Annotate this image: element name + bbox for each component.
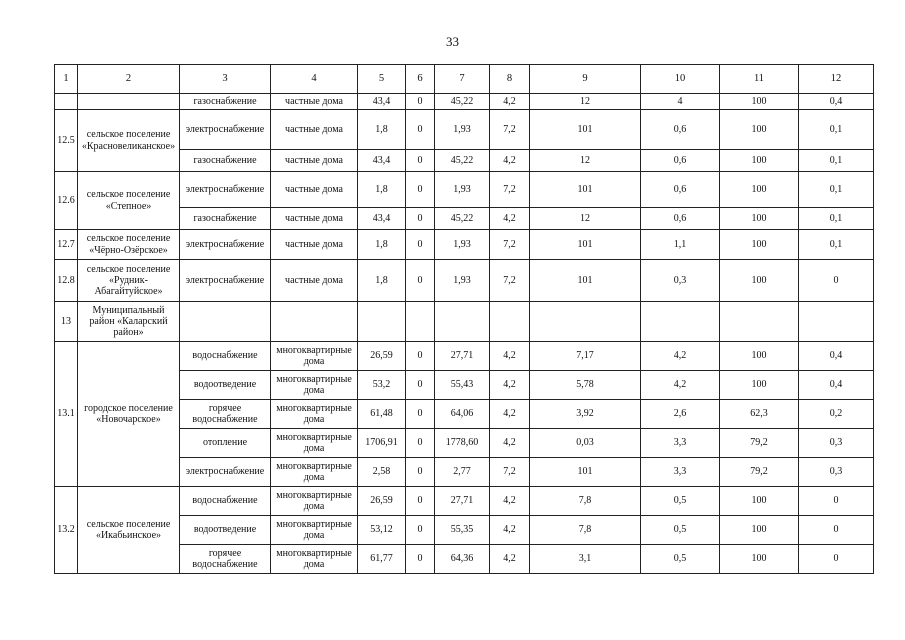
building-type-cell: частные дома — [271, 230, 358, 260]
col6-cell: 0 — [406, 516, 435, 545]
col5-cell: 1,8 — [358, 172, 406, 208]
col7-cell: 27,71 — [435, 342, 490, 371]
col8-cell: 4,2 — [490, 94, 530, 110]
col6-cell — [406, 302, 435, 342]
col8-cell: 7,2 — [490, 260, 530, 302]
data-table — [54, 64, 874, 574]
service-cell: газоснабжение — [180, 94, 271, 110]
building-type-cell: многоквартирные дома — [271, 516, 358, 545]
col8-cell: 4,2 — [490, 516, 530, 545]
col11-cell: 100 — [720, 94, 799, 110]
table-row — [55, 110, 874, 150]
col7-cell — [435, 302, 490, 342]
col5-cell: 53,12 — [358, 516, 406, 545]
col5-cell: 1,8 — [358, 260, 406, 302]
col10-cell — [641, 302, 720, 342]
col10-cell: 0,5 — [641, 545, 720, 574]
col12-cell: 0,3 — [799, 458, 874, 487]
service-cell: электроснабжение — [180, 110, 271, 150]
building-type-cell: многоквартирные дома — [271, 545, 358, 574]
building-type-cell: частные дома — [271, 208, 358, 230]
column-header: 10 — [641, 65, 720, 94]
service-cell: электроснабжение — [180, 172, 271, 208]
service-cell: горячее водоснабжение — [180, 400, 271, 429]
col8-cell: 7,2 — [490, 458, 530, 487]
building-type-cell: частные дома — [271, 94, 358, 110]
col8-cell: 4,2 — [490, 429, 530, 458]
settlement-cell: сельское поселение «Чёрно-Озёрское» — [78, 230, 180, 260]
col12-cell: 0,1 — [799, 172, 874, 208]
col6-cell: 0 — [406, 371, 435, 400]
col11-cell: 100 — [720, 110, 799, 150]
col7-cell: 64,36 — [435, 545, 490, 574]
col7-cell: 64,06 — [435, 400, 490, 429]
column-header: 7 — [435, 65, 490, 94]
column-header: 1 — [55, 65, 78, 94]
col10-cell: 0,6 — [641, 208, 720, 230]
col6-cell: 0 — [406, 172, 435, 208]
building-type-cell: многоквартирные дома — [271, 400, 358, 429]
col8-cell: 4,2 — [490, 150, 530, 172]
settlement-cell: городское поселение «Новочарское» — [78, 342, 180, 487]
col7-cell: 27,71 — [435, 487, 490, 516]
col11-cell: 100 — [720, 487, 799, 516]
col11-cell: 100 — [720, 172, 799, 208]
table-row — [55, 230, 874, 260]
settlement-cell: Муниципальный район «Каларский район» — [78, 302, 180, 342]
col7-cell: 55,35 — [435, 516, 490, 545]
col12-cell: 0,3 — [799, 429, 874, 458]
row-number-cell: 12.8 — [55, 260, 78, 302]
col9-cell: 5,78 — [530, 371, 641, 400]
settlement-cell: сельское поселение «Красновеликанское» — [78, 110, 180, 172]
table-row — [55, 487, 874, 516]
service-cell: горячее водоснабжение — [180, 545, 271, 574]
col10-cell: 2,6 — [641, 400, 720, 429]
settlement-cell: сельское поселение «Рудник-Абагайтуйское» — [78, 260, 180, 302]
service-cell: отопление — [180, 429, 271, 458]
building-type-cell: частные дома — [271, 172, 358, 208]
col5-cell: 26,59 — [358, 342, 406, 371]
row-number-cell: 12.6 — [55, 172, 78, 230]
building-type-cell: многоквартирные дома — [271, 371, 358, 400]
col12-cell: 0 — [799, 260, 874, 302]
col8-cell: 4,2 — [490, 208, 530, 230]
col7-cell: 1,93 — [435, 230, 490, 260]
col10-cell: 1,1 — [641, 230, 720, 260]
building-type-cell: многоквартирные дома — [271, 342, 358, 371]
col6-cell: 0 — [406, 208, 435, 230]
col6-cell: 0 — [406, 458, 435, 487]
col5-cell: 2,58 — [358, 458, 406, 487]
settlement-cell — [78, 94, 180, 110]
col10-cell: 0,6 — [641, 110, 720, 150]
col5-cell: 43,4 — [358, 94, 406, 110]
service-cell: электроснабжение — [180, 260, 271, 302]
col10-cell: 0,5 — [641, 516, 720, 545]
col6-cell: 0 — [406, 230, 435, 260]
col11-cell: 100 — [720, 230, 799, 260]
col5-cell: 26,59 — [358, 487, 406, 516]
col12-cell: 0,1 — [799, 110, 874, 150]
building-type-cell: частные дома — [271, 260, 358, 302]
col9-cell — [530, 302, 641, 342]
column-header: 3 — [180, 65, 271, 94]
col12-cell: 0,2 — [799, 400, 874, 429]
col5-cell: 1,8 — [358, 230, 406, 260]
col9-cell: 12 — [530, 208, 641, 230]
column-header: 5 — [358, 65, 406, 94]
col7-cell: 45,22 — [435, 94, 490, 110]
col12-cell: 0 — [799, 516, 874, 545]
col8-cell: 4,2 — [490, 545, 530, 574]
col11-cell: 62,3 — [720, 400, 799, 429]
col7-cell: 45,22 — [435, 208, 490, 230]
col8-cell: 7,2 — [490, 230, 530, 260]
col9-cell: 101 — [530, 230, 641, 260]
col7-cell: 2,77 — [435, 458, 490, 487]
col7-cell: 45,22 — [435, 150, 490, 172]
row-number-cell: 13.2 — [55, 487, 78, 574]
col11-cell: 100 — [720, 371, 799, 400]
col9-cell: 7,8 — [530, 487, 641, 516]
building-type-cell: частные дома — [271, 150, 358, 172]
service-cell: газоснабжение — [180, 208, 271, 230]
column-header: 11 — [720, 65, 799, 94]
col9-cell: 0,03 — [530, 429, 641, 458]
col10-cell: 0,5 — [641, 487, 720, 516]
col11-cell: 79,2 — [720, 429, 799, 458]
col10-cell: 4,2 — [641, 371, 720, 400]
col9-cell: 101 — [530, 260, 641, 302]
col6-cell: 0 — [406, 545, 435, 574]
service-cell: водоотведение — [180, 371, 271, 400]
building-type-cell: частные дома — [271, 110, 358, 150]
col10-cell: 0,6 — [641, 150, 720, 172]
col5-cell — [358, 302, 406, 342]
col6-cell: 0 — [406, 342, 435, 371]
col10-cell: 0,3 — [641, 260, 720, 302]
col8-cell: 7,2 — [490, 110, 530, 150]
col7-cell: 1,93 — [435, 172, 490, 208]
building-type-cell: многоквартирные дома — [271, 487, 358, 516]
col11-cell: 100 — [720, 208, 799, 230]
table-row — [55, 94, 874, 110]
col5-cell: 53,2 — [358, 371, 406, 400]
col10-cell: 4 — [641, 94, 720, 110]
col12-cell: 0,4 — [799, 94, 874, 110]
row-number-cell: 12.7 — [55, 230, 78, 260]
column-header: 2 — [78, 65, 180, 94]
settlement-cell: сельское поселение «Икабьинское» — [78, 487, 180, 574]
settlement-cell: сельское поселение «Степное» — [78, 172, 180, 230]
col11-cell: 100 — [720, 260, 799, 302]
col6-cell: 0 — [406, 110, 435, 150]
service-cell: водоснабжение — [180, 342, 271, 371]
col10-cell: 4,2 — [641, 342, 720, 371]
col11-cell: 100 — [720, 342, 799, 371]
column-header: 8 — [490, 65, 530, 94]
col5-cell: 1,8 — [358, 110, 406, 150]
service-cell: электроснабжение — [180, 230, 271, 260]
col12-cell: 0,1 — [799, 208, 874, 230]
col9-cell: 7,8 — [530, 516, 641, 545]
col11-cell: 79,2 — [720, 458, 799, 487]
column-header: 6 — [406, 65, 435, 94]
col5-cell: 61,77 — [358, 545, 406, 574]
col12-cell: 0 — [799, 545, 874, 574]
col9-cell: 7,17 — [530, 342, 641, 371]
col9-cell: 101 — [530, 110, 641, 150]
col5-cell: 43,4 — [358, 208, 406, 230]
col7-cell: 1778,60 — [435, 429, 490, 458]
row-number-cell — [55, 94, 78, 110]
col9-cell: 12 — [530, 94, 641, 110]
service-cell: водоснабжение — [180, 487, 271, 516]
col7-cell: 55,43 — [435, 371, 490, 400]
col6-cell: 0 — [406, 94, 435, 110]
service-cell: водоотведение — [180, 516, 271, 545]
col11-cell: 100 — [720, 545, 799, 574]
col10-cell: 3,3 — [641, 458, 720, 487]
col9-cell: 3,92 — [530, 400, 641, 429]
col8-cell: 4,2 — [490, 400, 530, 429]
col12-cell: 0 — [799, 487, 874, 516]
col6-cell: 0 — [406, 429, 435, 458]
col10-cell: 0,6 — [641, 172, 720, 208]
col9-cell: 3,1 — [530, 545, 641, 574]
table-row — [55, 260, 874, 302]
table-row — [55, 172, 874, 208]
col7-cell: 1,93 — [435, 110, 490, 150]
building-type-cell: многоквартирные дома — [271, 429, 358, 458]
table-row — [55, 302, 874, 342]
col11-cell: 100 — [720, 150, 799, 172]
col9-cell: 12 — [530, 150, 641, 172]
col12-cell: 0,4 — [799, 342, 874, 371]
col12-cell: 0,1 — [799, 230, 874, 260]
col8-cell: 4,2 — [490, 342, 530, 371]
col9-cell: 101 — [530, 172, 641, 208]
col8-cell: 7,2 — [490, 172, 530, 208]
page-number: 33 — [446, 34, 459, 49]
table-row — [55, 342, 874, 371]
col7-cell: 1,93 — [435, 260, 490, 302]
col5-cell: 1706,91 — [358, 429, 406, 458]
col8-cell: 4,2 — [490, 487, 530, 516]
col8-cell: 4,2 — [490, 371, 530, 400]
col6-cell: 0 — [406, 400, 435, 429]
row-number-cell: 12.5 — [55, 110, 78, 172]
col11-cell — [720, 302, 799, 342]
row-number-cell: 13.1 — [55, 342, 78, 487]
col9-cell: 101 — [530, 458, 641, 487]
col6-cell: 0 — [406, 487, 435, 516]
col5-cell: 43,4 — [358, 150, 406, 172]
service-cell — [180, 302, 271, 342]
col8-cell — [490, 302, 530, 342]
col12-cell: 0,1 — [799, 150, 874, 172]
service-cell: газоснабжение — [180, 150, 271, 172]
col6-cell: 0 — [406, 150, 435, 172]
col12-cell: 0,4 — [799, 371, 874, 400]
service-cell: электроснабжение — [180, 458, 271, 487]
col5-cell: 61,48 — [358, 400, 406, 429]
col10-cell: 3,3 — [641, 429, 720, 458]
column-header: 9 — [530, 65, 641, 94]
building-type-cell — [271, 302, 358, 342]
col6-cell: 0 — [406, 260, 435, 302]
header-row — [55, 65, 874, 94]
col11-cell: 100 — [720, 516, 799, 545]
row-number-cell: 13 — [55, 302, 78, 342]
col12-cell — [799, 302, 874, 342]
column-header: 12 — [799, 65, 874, 94]
column-header: 4 — [271, 65, 358, 94]
building-type-cell: многоквартирные дома — [271, 458, 358, 487]
